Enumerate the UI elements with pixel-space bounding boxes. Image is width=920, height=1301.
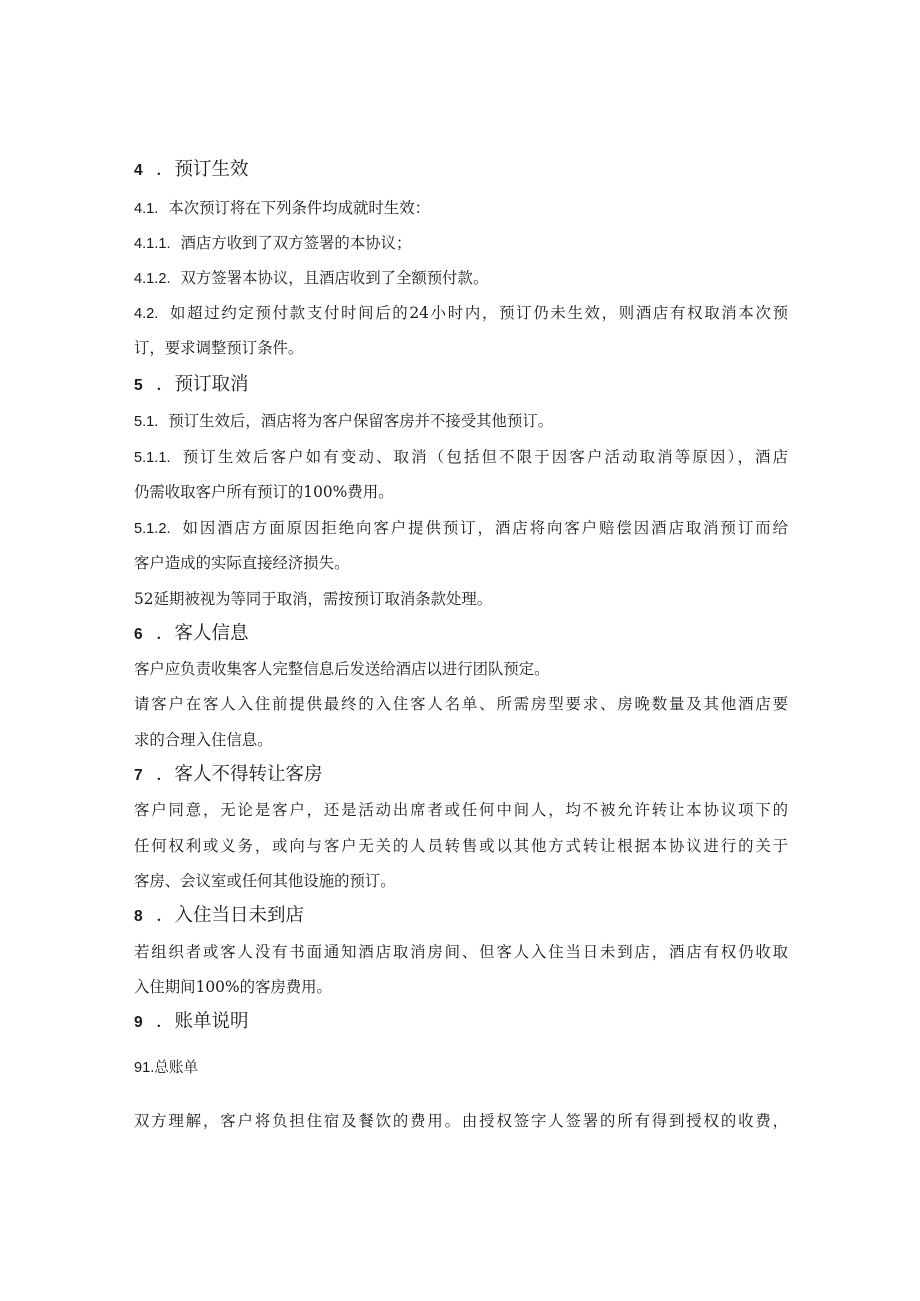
clause-4-2-line-2: 订，要求调整预订条件。 <box>134 339 304 357</box>
section-8-line-1: 若组织者或客人没有书面通知酒店取消房间、但客人入住当日未到店，酒店有权仍收取 <box>134 943 788 961</box>
clause-5-1-2-line-1 <box>134 517 788 540</box>
section-number: 5 <box>134 377 143 394</box>
section-title: ．预订生效 <box>156 159 249 180</box>
section-title: ．预订取消 <box>156 374 249 395</box>
clause-number: 4.1.1. <box>134 236 171 252</box>
section-7-line-1: 客户同意，无论是客户，还是活动出席者或任何中间人，均不被允许转让本协议项下的 <box>134 801 788 819</box>
clause-5-1-2-line-2: 客户造成的实际直接经济损失。 <box>134 554 350 572</box>
clause-text: 预订生效后客户如有变动、取消（包括但不限于因客户活动取消等原因），酒店 <box>180 448 788 466</box>
section-8-line-2: 入住期间100%的客房费用。 <box>134 978 332 996</box>
section-6-heading <box>134 621 249 648</box>
section-title: ．账单说明 <box>156 1011 249 1032</box>
section-9-heading <box>134 1009 249 1036</box>
section-number: 9 <box>134 1014 143 1031</box>
clause-number: 5.1.1. <box>134 450 171 466</box>
clause-text: 如超过约定预付款支付时间后的24小时内，预订仍未生效，则酒店有权取消本次预 <box>168 304 788 322</box>
clause-5-1 <box>134 410 553 433</box>
section-7-line-2: 任何权利或义务，或向与客户无关的人员转售或以其他方式转让根据本协议进行的关于 <box>134 837 788 855</box>
section-number: 4 <box>134 162 143 179</box>
clause-4-1-1 <box>134 232 411 255</box>
section-number: 8 <box>134 908 143 925</box>
clause-number: 5.1.2. <box>134 521 171 537</box>
clause-number: 4.1.2. <box>134 271 171 287</box>
section-6-line-1: 客户应负责收集客人完整信息后发送给酒店以进行团队预定。 <box>134 660 550 678</box>
clause-text: 本次预订将在下列条件均成就时生效： <box>168 199 430 217</box>
clause-text: 预订生效后，酒店将为客户保留客房并不接受其他预订。 <box>168 412 554 430</box>
section-title: ．客人信息 <box>156 623 249 644</box>
section-5-heading <box>134 372 249 399</box>
section-7-heading <box>134 762 323 789</box>
clause-4-1-2 <box>134 267 488 290</box>
section-title: ．客人不得转让客房 <box>156 764 323 785</box>
clause-4-2-line-1 <box>134 302 788 325</box>
section-title: ．入住当日未到店 <box>156 905 305 926</box>
section-4-heading <box>134 157 249 184</box>
clause-number: 4.2. <box>134 306 159 322</box>
subsection-9-1-label <box>134 1056 198 1079</box>
section-number: 7 <box>134 767 143 784</box>
section-6-line-2: 请客户在客人入住前提供最终的入住客人名单、所需房型要求、房晚数量及其他酒店要 <box>134 695 788 713</box>
section-8-heading <box>134 903 304 930</box>
clause-5-1-1-line-2: 仍需收取客户所有预订的100%费用。 <box>134 483 394 501</box>
clause-text: 双方签署本协议，且酒店收到了全额预付款。 <box>180 269 489 287</box>
clause-number: 5.1. <box>134 414 159 430</box>
clause-number: 4.1. <box>134 201 159 217</box>
section-6-line-3: 求的合理入住信息。 <box>134 731 273 749</box>
clause-4-1 <box>134 197 430 220</box>
clause-5-1-1-line-1 <box>134 446 788 469</box>
subsection-text: 91.总账单 <box>134 1060 199 1076</box>
clause-text: 酒店方收到了双方签署的本协议； <box>180 234 412 252</box>
clause-text: 如因酒店方面原因拒绝向客户提供预订，酒店将向客户赔偿因酒店取消预订而给 <box>180 519 788 537</box>
section-7-line-3: 客房、会议室或任何其他设施的预订。 <box>134 872 396 890</box>
section-9-line-1: 双方理解，客户将负担住宿及餐饮的费用。由授权签字人签署的所有得到授权的收费， <box>134 1112 788 1130</box>
section-number: 6 <box>134 626 143 643</box>
clause-5-2: 52延期被视为等同于取消，需按预订取消条款处理。 <box>134 590 493 608</box>
